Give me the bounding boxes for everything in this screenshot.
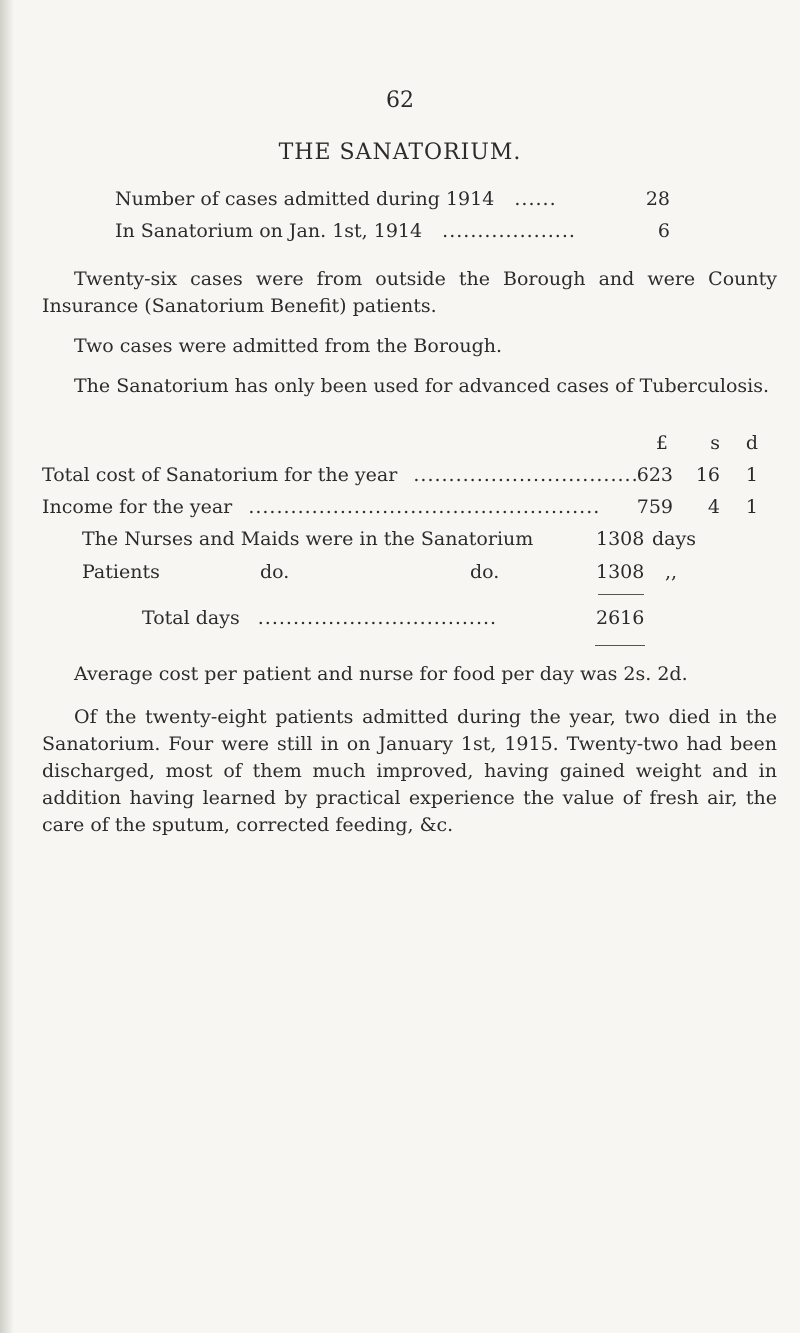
paragraph-average: Average cost per patient and nurse for food per day was 2s. 2d. xyxy=(74,663,688,685)
header-shillings: s xyxy=(710,432,720,454)
admissions-row xyxy=(115,188,557,210)
days-patients-label: Patients xyxy=(82,561,160,583)
page-edge-shadow xyxy=(0,0,14,1333)
divider-rule xyxy=(598,594,644,595)
days-patients-ditto: do. xyxy=(260,561,290,583)
paragraph-outcome: Of the twenty-eight patients admitted during the year, two died in the Sanatorium. Four were still in on January 1st, 1915. Twenty-two had been discharged, most of them much improved, having gained weight and in addition having learned by practical experience the value of fresh air, the care of the sputum, corrected feeding, &c. xyxy=(42,706,777,836)
divider-rule xyxy=(595,645,645,646)
days-nurses-value: 1308 xyxy=(596,528,645,550)
paragraph-borough: Two cases were admitted from the Borough. xyxy=(74,335,503,357)
leader-dots: ................................ xyxy=(413,464,639,486)
page-title: THE SANATORIUM. xyxy=(278,140,522,165)
header-pounds: £ xyxy=(655,432,668,454)
admissions-label: In Sanatorium on Jan. 1st, 1914 xyxy=(115,220,423,242)
money-shillings: 4 xyxy=(707,496,720,518)
days-total-value: 2616 xyxy=(596,607,645,629)
header-pence: d xyxy=(745,432,758,454)
days-patients-ditto: do. xyxy=(470,561,500,583)
days-nurses-unit: days xyxy=(652,528,696,550)
money-shillings: 16 xyxy=(695,464,720,486)
leader-dots: .................................................. xyxy=(248,496,601,518)
money-label: Total cost of Sanatorium for the year xyxy=(42,464,398,486)
paragraph-county: Twenty-six cases were from outside the Borough and were County Insurance (Sanatorium Benefit) patients. xyxy=(42,268,777,317)
leader-dots: ...... xyxy=(514,188,557,210)
days-nurses-label: The Nurses and Maids were in the Sanatorium xyxy=(82,528,534,550)
money-pounds: 759 xyxy=(636,496,673,518)
money-row xyxy=(42,464,668,486)
days-patients-value: 1308 xyxy=(596,561,645,583)
money-pence: 1 xyxy=(745,464,758,486)
leader-dots: ................... xyxy=(442,220,576,242)
paragraph-tuberculosis: The Sanatorium has only been used for advanced cases of Tuberculosis. xyxy=(74,375,770,397)
leader-dots: .................................. xyxy=(257,607,498,629)
money-pence: 1 xyxy=(745,496,758,518)
admissions-value: 28 xyxy=(645,188,670,210)
admissions-value: 6 xyxy=(657,220,670,242)
days-total-row xyxy=(142,607,548,629)
admissions-row xyxy=(115,220,576,242)
money-label: Income for the year xyxy=(42,496,233,518)
page-number: 62 xyxy=(386,88,414,113)
money-row xyxy=(42,496,648,518)
money-pounds: 623 xyxy=(636,464,673,486)
days-patients-unit: ,, xyxy=(665,561,678,583)
days-total-label: Total days xyxy=(142,607,240,629)
admissions-label: Number of cases admitted during 1914 xyxy=(115,188,495,210)
